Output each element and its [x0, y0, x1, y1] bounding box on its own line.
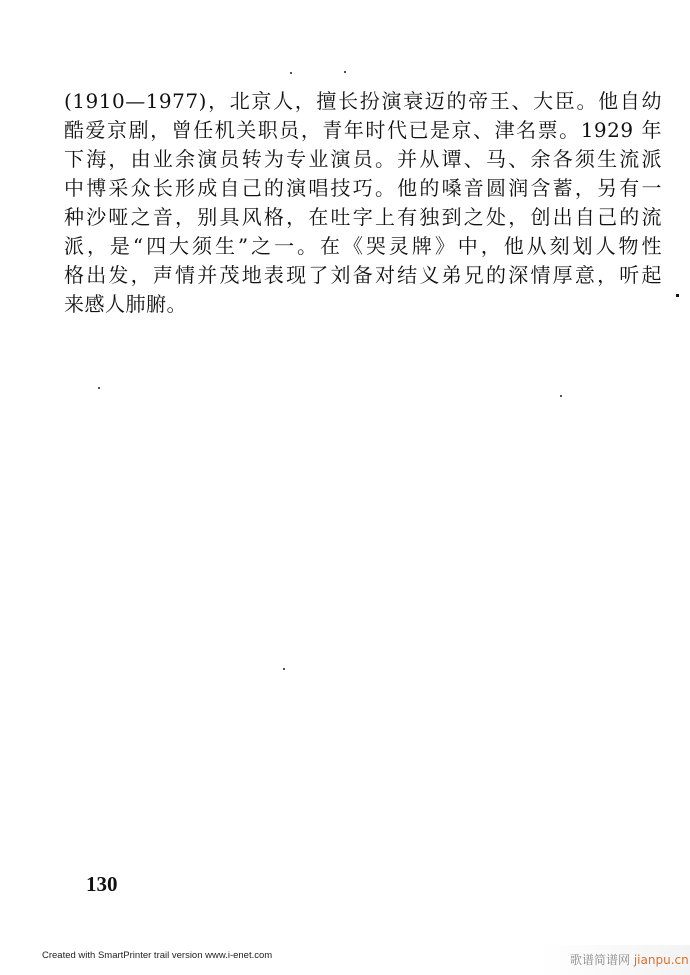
- footer-credit: Created with SmartPrinter trail version www.i-enet.com: [42, 950, 273, 961]
- watermark-site-name: 歌谱简谱网: [570, 953, 631, 967]
- watermark: [540, 945, 690, 975]
- scan-speck: [283, 668, 285, 670]
- scan-speck: [560, 395, 562, 397]
- body-paragraph: [64, 87, 662, 319]
- text-line: 格出发，声情并茂地表现了刘备对结义弟兄的深情厚意，听起: [64, 263, 662, 287]
- text-line: 种沙哑之音，别具风格，在吐字上有独到之处，创出自己的流: [64, 205, 662, 229]
- scan-speck: [344, 71, 346, 73]
- scan-speck: [676, 294, 679, 297]
- watermark-domain: jianpu.cn: [633, 953, 689, 967]
- scan-speck: [290, 72, 292, 74]
- text-line: 派，是“四大须生”之一。在《哭灵牌》中，他从刻划人物性: [64, 234, 662, 258]
- text-line: (1910—1977)，北京人，擅长扮演衰迈的帝王、大臣。他自幼: [64, 89, 662, 113]
- scan-speck: [98, 387, 100, 389]
- text-line: 来感人肺腑。: [64, 292, 187, 316]
- page-number: 130: [86, 872, 118, 896]
- text-line: 酷爱京剧，曾任机关职员，青年时代已是京、津名票。1929 年: [64, 118, 662, 142]
- text-line: 下海，由业余演员转为专业演员。并从谭、马、余各须生流派: [64, 147, 662, 171]
- text-line: 中博采众长形成自己的演唱技巧。他的嗓音圆润含蓄，另有一: [64, 176, 662, 200]
